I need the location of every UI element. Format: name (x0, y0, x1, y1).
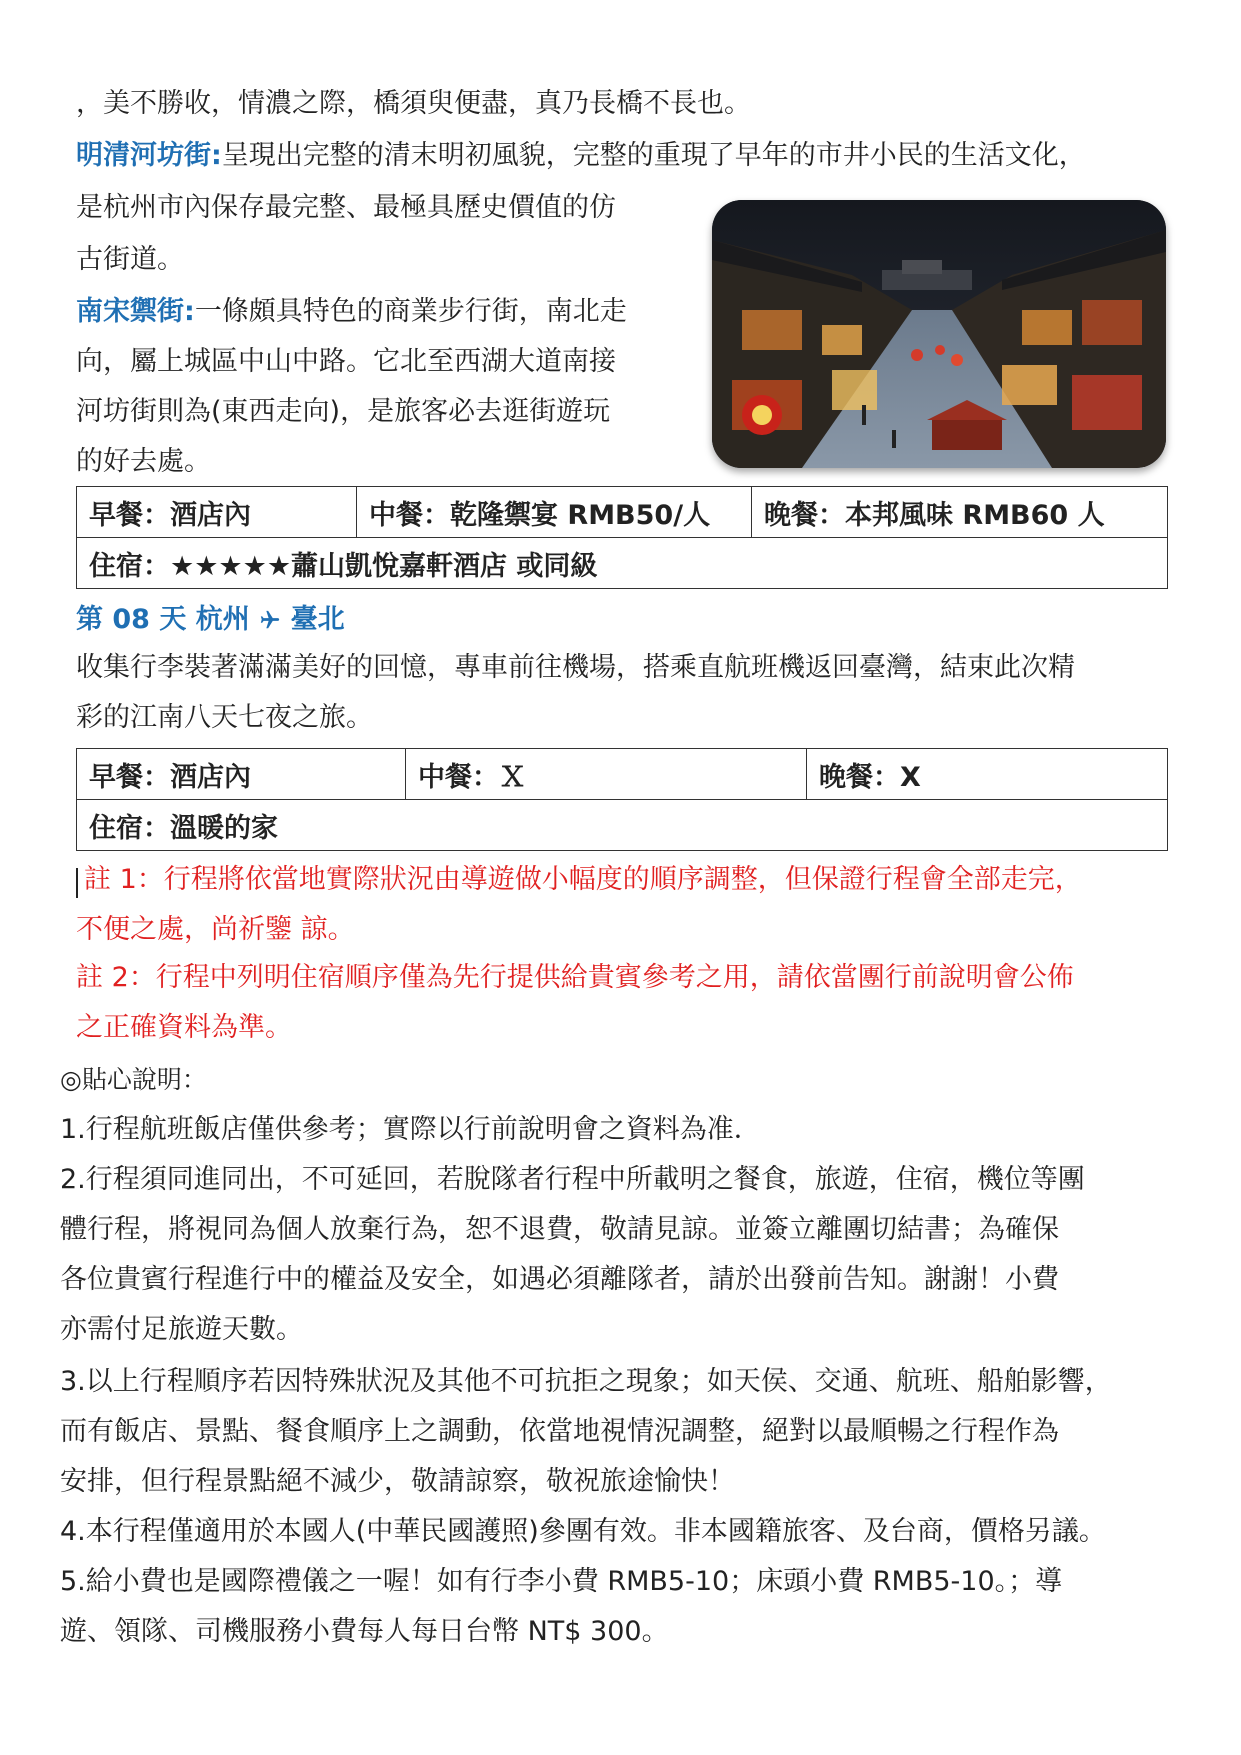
ming-qing-paragraph (76, 138, 1086, 174)
tip-line: 2.行程須同進同出，不可延回，若脫隊者行程中所載明之餐食，旅遊，住宿，機位等團 (60, 1164, 1085, 1195)
lunch-cell: 中餐：乾隆禦宴 RMB50/人 (357, 487, 752, 538)
ming-qing-title: 明清河坊街: (76, 140, 222, 171)
tip-line: 4.本行程僅適用於本國人(中華民國護照)參團有效。非本國籍旅客、及台商，價格另議。 (60, 1516, 1106, 1547)
hotel-cell: 住宿：★★★★★蕭山凱悅嘉軒酒店 或同級 (77, 538, 1168, 589)
tip-line: 亦需付足旅遊天數。 (60, 1314, 303, 1345)
nan-song-paragraph (76, 294, 627, 330)
nan-song-line: 河坊街則為(東西走向)，是旅客必去逛街遊玩 (76, 396, 611, 427)
meal-table-day8 (76, 748, 1168, 851)
nan-song-line: 向，屬上城區中山中路。它北至西湖大道南接 (76, 346, 616, 377)
tips-header: ◎貼心說明： (60, 1065, 207, 1094)
ming-qing-line: 是杭州市內保存最完整、最極具歷史價值的仿 (76, 192, 616, 223)
tip-line: 各位貴賓行程進行中的權益及安全，如遇必須離隊者，請於出發前告知。謝謝！小費 (60, 1264, 1059, 1295)
tip-line: 而有飯店、景點、餐食順序上之調動，依當地視情況調整，絕對以最順暢之行程作為 (60, 1416, 1059, 1447)
tip-line: 體行程，將視同為個人放棄行為，恕不退費，敬請見諒。並簽立離團切結書；為確保 (60, 1214, 1059, 1245)
text-cursor (76, 868, 78, 898)
meal-table-day7 (76, 486, 1168, 589)
airplane-icon (250, 604, 291, 635)
tip-line: 1.行程航班飯店僅供參考；實際以行前說明會之資料為准． (60, 1114, 761, 1145)
note-line: 之正確資料為準。 (76, 1012, 292, 1043)
day8-title-prefix: 第 08 天 杭州 (76, 604, 250, 635)
nan-song-text: 一條頗具特色的商業步行街，南北走 (194, 296, 627, 327)
tip-line: 安排，但行程景點絕不減少，敬請諒察，敬祝旅途愉快！ (60, 1466, 735, 1497)
ming-qing-text: 呈現出完整的清末明初風貌，完整的重現了早年的市井小民的生活文化， (221, 140, 1086, 171)
tip-line: 遊、領隊、司機服務小費每人每日台幣 NT$ 300。 (60, 1616, 669, 1647)
hotel-cell: 住宿：溫暖的家 (77, 800, 1168, 851)
intro-line: ，美不勝收，情濃之際，橋須臾便盡，真乃長橋不長也。 (76, 88, 751, 119)
street-night-photo (712, 200, 1166, 468)
nan-song-line: 的好去處。 (76, 446, 211, 477)
day8-line: 收集行李裝著滿滿美好的回憶，專車前往機場，搭乘直航班機返回臺灣，結束此次精 (76, 652, 1075, 683)
breakfast-cell: 早餐：酒店內 (77, 487, 357, 538)
tip-line: 5.給小費也是國際禮儀之一喔！如有行李小費 RMB5-10；床頭小費 RMB5-10。；導 (60, 1566, 1063, 1597)
dinner-cell: 晚餐：本邦風味 RMB60 人 (752, 487, 1168, 538)
tip-line: 3.以上行程順序若因特殊狀況及其他不可抗拒之現象；如天侯、交通、航班、船舶影響， (60, 1366, 1112, 1397)
lunch-cell: 中餐：Ｘ (406, 749, 807, 800)
street-night-illustration (712, 200, 1166, 468)
breakfast-cell: 早餐：酒店內 (77, 749, 406, 800)
day8-title (76, 602, 345, 638)
nan-song-title: 南宋禦街: (76, 296, 195, 327)
note-line: 不便之處，尚祈鑒 諒。 (76, 914, 355, 945)
day8-line: 彩的江南八天七夜之旅。 (76, 702, 373, 733)
ming-qing-line: 古街道。 (76, 244, 184, 275)
note-line: 註 1：行程將依當地實際狀況由導遊做小幅度的順序調整，但保證行程會全部走完， (84, 864, 1082, 895)
dinner-cell: 晚餐：X (807, 749, 1168, 800)
day8-title-suffix: 臺北 (290, 604, 345, 635)
note-line: 註 2：行程中列明住宿順序僅為先行提供給貴賓參考之用，請依當團行前說明會公佈 (76, 962, 1074, 993)
